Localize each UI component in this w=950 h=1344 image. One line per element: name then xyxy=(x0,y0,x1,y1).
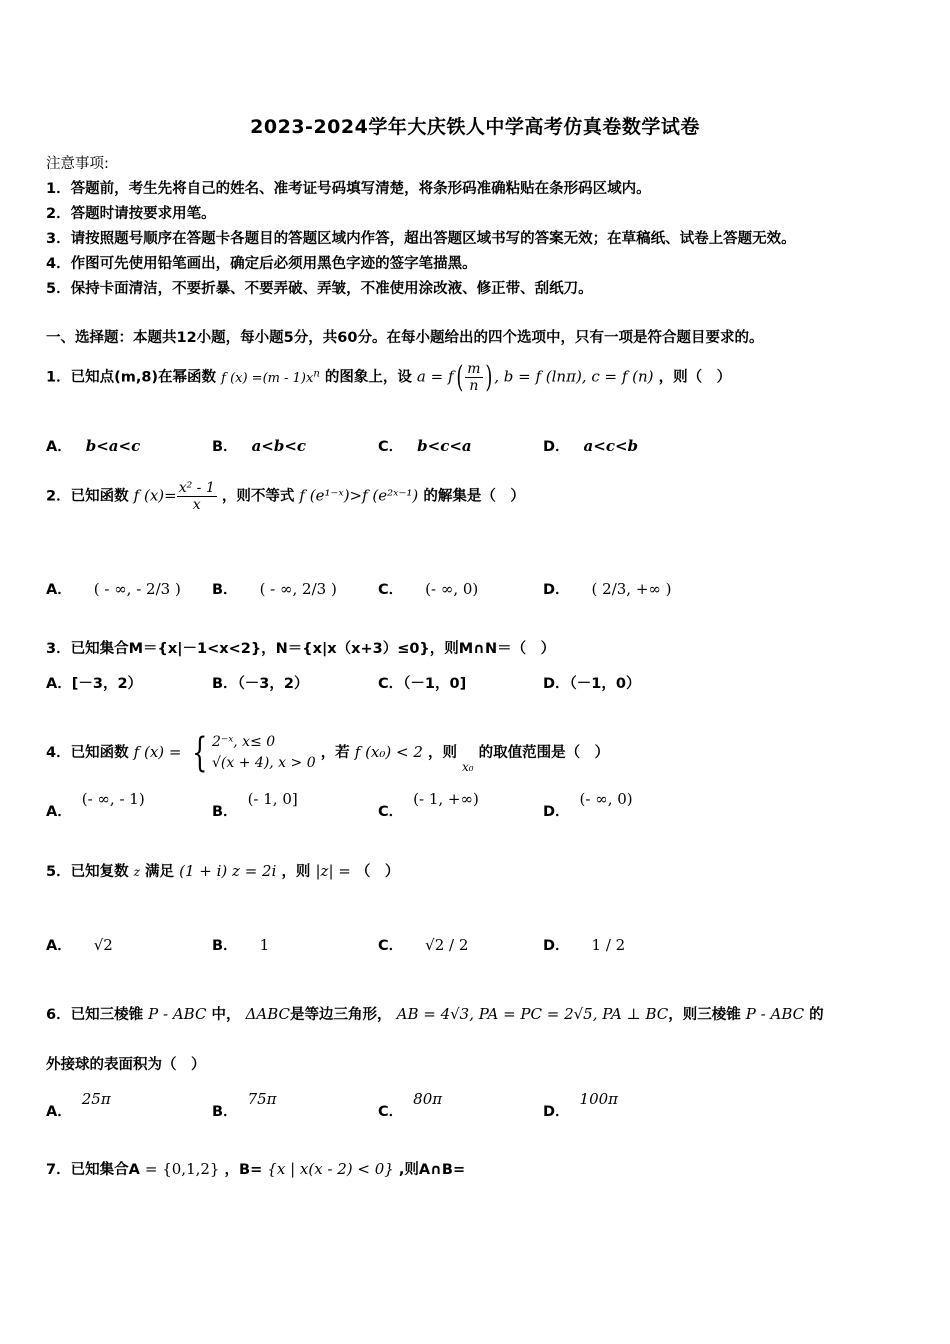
q2-suffix: 的解集是（ ） xyxy=(423,488,525,505)
q4-f: f (x) = xyxy=(133,743,182,761)
q5-mid: 满足 xyxy=(145,864,175,880)
q3-option-d[interactable]: D．（－1，0） xyxy=(543,676,641,692)
q7-set-b: {x | x(x - 2) < 0} xyxy=(267,1160,394,1178)
q2-option-a[interactable]: A． ( - ∞, - 2/3 ) xyxy=(46,580,181,598)
q3-option-c[interactable]: C．（－1，0] xyxy=(378,676,467,692)
q1-option-a[interactable]: A． b<a<c xyxy=(46,437,141,455)
q6-option-c[interactable]: C．80π xyxy=(378,1090,443,1120)
q7-suffix: ,则A∩B= xyxy=(398,1162,466,1178)
q5-abs: |z| = xyxy=(315,862,351,880)
notice-item-3: 3．请按照题号顺序在答题卡各题目的答题区域内作答，超出答题区域书写的答案无效；在草稿纸、试卷上答题无效。 xyxy=(46,231,796,247)
q2-mid: ，则不等式 xyxy=(221,488,295,505)
q4-brace: { xyxy=(191,730,207,776)
q3-option-a[interactable]: A．[－3，2） xyxy=(46,676,143,692)
q4-var: x₀ xyxy=(462,760,474,774)
q6-triangle: ΔABC xyxy=(245,1005,291,1023)
q5-option-a[interactable]: A． √2 xyxy=(46,936,113,954)
q4-condition: f (x₀) < 2 xyxy=(354,743,423,761)
q1-paren-right: ) xyxy=(484,360,492,395)
q5-option-c[interactable]: C． √2 / 2 xyxy=(378,936,469,954)
q5-then: ，则 xyxy=(281,864,311,880)
q4-prefix: 4．已知函数 xyxy=(46,745,129,761)
q5-prefix: 5．已知复数 xyxy=(46,864,129,880)
section-heading: 一、选择题：本题共12小题，每小题5分，共60分。在每小题给出的四个选项中，只有一项是符合题目要求的。 xyxy=(46,330,764,346)
q6-end: 的 xyxy=(809,1007,824,1023)
q5-option-d[interactable]: D． 1 / 2 xyxy=(543,936,626,954)
q4-option-c[interactable]: C．(- 1, +∞) xyxy=(378,790,479,820)
q1-expr-a: a = f xyxy=(416,367,454,386)
q6-option-b[interactable]: B．75π xyxy=(212,1090,277,1120)
q5-suffix: （ ） xyxy=(355,864,400,880)
q6-option-d[interactable]: D．100π xyxy=(543,1090,619,1120)
question-2 xyxy=(46,480,525,513)
notice-item-4: 4．作图可先使用铅笔画出，确定后必须用黑色字迹的签字笔描黑。 xyxy=(46,256,477,272)
q7-prefix: 7．已知集合A xyxy=(46,1162,140,1178)
q7-mid: ，B= xyxy=(224,1162,263,1178)
q2-prefix: 2．已知函数 xyxy=(46,488,129,505)
q1-option-c[interactable]: C． b<c<a xyxy=(378,437,472,455)
q4-cases: 2⁻ˣ, x≤ 0 √(x + 4), x > 0 xyxy=(212,734,316,771)
q5-equation: (1 + i) z = 2i xyxy=(179,862,277,880)
q1-fraction: $\frac{m}{n}$ xyxy=(467,360,481,394)
q4-then: ，则 xyxy=(427,745,457,761)
q2-f: f (x)= xyxy=(133,486,177,505)
q7-set-a: = {0,1,2} xyxy=(144,1160,220,1178)
question-7 xyxy=(46,1158,465,1179)
q4-option-a[interactable]: A．(- ∞, - 1) xyxy=(46,790,145,820)
notice-item-2: 2．答题时请按要求用笔。 xyxy=(46,206,216,222)
question-1 xyxy=(46,360,731,395)
q1-expr-rest: , b = f (lnπ), c = f (n) xyxy=(494,367,654,386)
question-6 xyxy=(46,1003,824,1024)
q1-suffix: ，则（ ） xyxy=(658,369,732,386)
q4-mid: ，若 xyxy=(320,745,350,761)
q6-mid2: 是等边三角形， xyxy=(290,1007,392,1023)
q4-option-d[interactable]: D．(- ∞, 0) xyxy=(543,790,633,820)
q5-z: z xyxy=(133,865,140,879)
notice-item-5: 5．保持卡面清洁，不要折暴、不要弄破、弄皱，不准使用涂改液、修正带、刮纸刀。 xyxy=(46,281,593,297)
q3-option-b[interactable]: B．（－3，2） xyxy=(212,676,309,692)
q2-option-d[interactable]: D． ( 2/3, +∞ ) xyxy=(543,580,672,598)
q6-pabc-2: P - ABC xyxy=(745,1005,805,1023)
q6-mid1: 中， xyxy=(211,1007,241,1023)
page-title: 2023-2024学年大庆铁人中学高考仿真卷数学试卷 xyxy=(250,116,700,138)
q1-mid: 的图象上，设 xyxy=(324,369,412,386)
question-4 xyxy=(46,730,609,776)
q6-option-a[interactable]: A．25π xyxy=(46,1090,111,1120)
question-3: 3．已知集合M＝{x|－1<x<2}，N＝{x|x（x+3）≤0}，则M∩N＝（ ） xyxy=(46,641,556,657)
q2-option-b[interactable]: B． ( - ∞, 2/3 ) xyxy=(212,580,337,598)
q6-prefix: 6．已知三棱锥 xyxy=(46,1007,144,1023)
q5-option-b[interactable]: B． 1 xyxy=(212,936,270,954)
notice-heading: 注意事项: xyxy=(46,156,109,172)
q6-line-2: 外接球的表面积为（ ） xyxy=(46,1057,206,1073)
question-5 xyxy=(46,860,399,881)
q2-fraction: $\frac{\text{x² - 1}}{x}$ xyxy=(178,480,215,514)
q2-option-c[interactable]: C． (- ∞, 0) xyxy=(378,580,479,598)
q6-condition: AB = 4√3, PA = PC = 2√5, PA ⊥ BC xyxy=(396,1005,669,1023)
q1-option-b[interactable]: B． a<b<c xyxy=(212,437,307,455)
q1-paren-left: ( xyxy=(455,360,463,395)
q1-option-d[interactable]: D． a<c<b xyxy=(543,437,639,455)
q4-suffix: 的取值范围是（ ） xyxy=(478,745,610,761)
notice-item-1: 1．答题前，考生先将自己的姓名、准考证号码填写清楚，将条形码准确粘贴在条形码区域内。 xyxy=(46,181,651,197)
q6-mid3: ，则三棱锥 xyxy=(668,1007,741,1023)
q1-prefix: 1．已知点(m,8)在幂函数 xyxy=(46,369,217,386)
q1-func: f $(x) =(m - 1)x^n$ xyxy=(221,368,320,386)
q6-pabc: P - ABC xyxy=(148,1005,207,1023)
q2-inequality: f (e¹⁻ˣ)>f (e²ˣ⁻¹) xyxy=(299,486,419,505)
q4-option-b[interactable]: B．(- 1, 0] xyxy=(212,790,298,820)
